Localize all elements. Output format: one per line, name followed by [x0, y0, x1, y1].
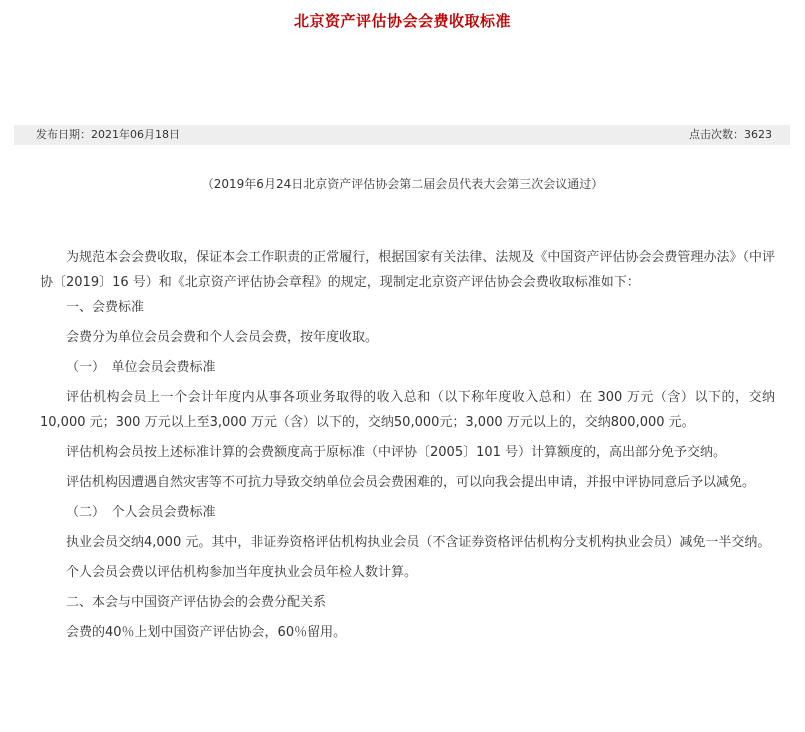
- paragraph: 评估机构因遭遇自然灾害等不可抗力导致交纳单位会员会费困难的，可以向我会提出申请，并报中评协同意后予以减免。: [66, 475, 756, 490]
- paragraph: 个人会员会费以评估机构参加当年度执业会员年检人数计算。: [66, 565, 418, 580]
- meta-bar: [14, 125, 790, 145]
- document-subtitle: （2019年6月24日北京资产评估协会第二届会员代表大会第三次会议通过）: [201, 177, 604, 191]
- paragraph: 会费分为单位会员会费和个人会员会费，按年度收取。: [66, 330, 379, 345]
- paragraph: 评估机构会员上一个会计年度内从事各项业务取得的收入总和（以下称年度收入总和）在 300 万元（含）以下的，交纳10,000 元；300 万元以上至3,000 万元（含）以下的，交纳50,000元；3,000 万元以上的，交纳800,000 元。: [40, 390, 775, 430]
- section-heading-1: 一、会费标准: [66, 300, 145, 315]
- intro-paragraph: 为规范本会会费收取，保证本会工作职责的正常履行，根据国家有关法律、法规及《中国资产评估协会会费管理办法》（中评协〔2019〕16 号）和《北京资产评估协会章程》的规定，现制定北京资产评估协会会费收取标准如下：: [40, 250, 775, 290]
- paragraph: 评估机构会员按上述标准计算的会费额度高于原标准（中评协〔2005〕101 号）计算额度的，高出部分免予交纳。: [66, 445, 727, 460]
- publish-date: 发布日期：2021年06月18日: [36, 128, 180, 141]
- article-body: [40, 245, 775, 650]
- page-title: 北京资产评估协会会费收取标准: [293, 12, 511, 30]
- paragraph: 会费的40％上划中国资产评估协会，60％留用。: [66, 625, 347, 640]
- paragraph: 执业会员交纳4,000 元。其中，非证券资格评估机构执业会员（不含证券资格评估机构分支机构执业会员）减免一半交纳。: [66, 535, 771, 550]
- subsection-heading-1: （一） 单位会员会费标准: [66, 360, 216, 375]
- subsection-heading-2: （二） 个人会员会费标准: [66, 505, 216, 520]
- section-heading-2: 二、本会与中国资产评估协会的会费分配关系: [66, 595, 327, 610]
- view-count: 点击次数：3623: [689, 128, 772, 141]
